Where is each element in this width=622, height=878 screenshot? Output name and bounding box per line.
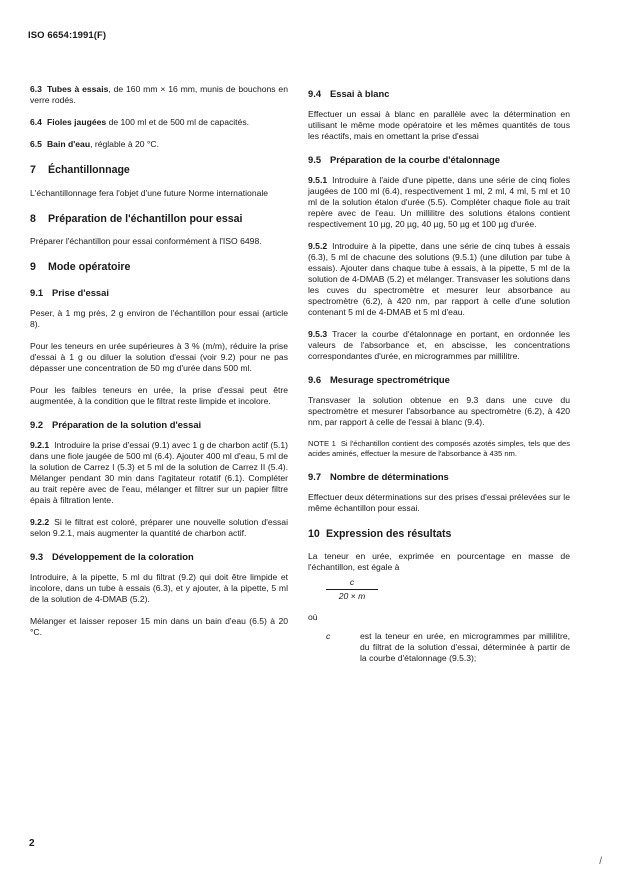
heading-8: [30, 213, 288, 227]
paragraph-10: La teneur en urée, exprimée en pourcentage en masse de l'échantillon, est égale à: [308, 551, 570, 573]
clause-number: 9.5.1: [308, 175, 328, 186]
document-header: ISO 6654:1991(F): [28, 30, 107, 41]
where-label: où: [308, 612, 318, 623]
paragraph-9-4: Effectuer un essai à blanc en parallèle avec la détermination en utilisant le même mode opératoire et les mêmes quantités de tous les réactifs, mais en omettant la prise d'essai: [308, 109, 570, 142]
clause-6-4: [30, 117, 288, 128]
paragraph-7: L'échantillonnage fera l'objet d'une future Norme internationale: [30, 187, 269, 198]
formula-numerator: c: [326, 577, 378, 590]
heading-title: Prise d'essai: [52, 286, 109, 298]
heading-title: Préparation de la courbe d'étalonnage: [330, 154, 500, 166]
heading-title: Préparation de l'échantillon pour essai: [48, 212, 243, 225]
heading-number: 9.1: [30, 286, 44, 298]
definition-text: est la teneur en urée, en microgrammes par millilitre, du filtrat de la solution d'essai, déterminée à partir de la courbe d'étalonnage (9.5.3);: [360, 631, 570, 664]
heading-number: 9.3: [30, 550, 44, 562]
heading-9: [30, 261, 288, 275]
heading-10: [308, 528, 570, 542]
heading-9-1: [30, 287, 288, 299]
clause-text: Tracer la courbe d'étalonnage en portant, en ordonnée les valeurs de l'absorbance et, en abscisse, les concentrations correspondantes d'urée, en microgrammes par millilitre.: [308, 329, 570, 362]
clause-number: 6.5: [30, 139, 42, 149]
left-column: [30, 84, 288, 649]
heading-title: Mesurage spectrométrique: [330, 374, 450, 386]
clause-9-5-2: [308, 241, 570, 318]
paragraph-9-1-b: Pour les teneurs en urée supérieures à 3 % (m/m), réduire la prise d'essai à 1 g ou diluer la solution d'essai (voir 9.2) pour ne pas dépasser une concentration de 50 mg d'urée dans 500 ml.: [30, 340, 288, 373]
clause-number: 9.2.2: [30, 516, 50, 527]
note-label: NOTE 1: [308, 439, 336, 449]
heading-number: 7: [30, 164, 36, 176]
clause-title: Tubes à essais: [46, 84, 109, 94]
clause-6-3: [30, 84, 288, 106]
clause-9-2-2: [30, 517, 288, 539]
heading-title: Expression des résultats: [326, 527, 452, 540]
heading-title: Mode opératoire: [48, 261, 131, 274]
clause-9-5-1: [308, 175, 570, 230]
heading-9-4: [308, 88, 570, 100]
heading-number: 10: [308, 527, 320, 540]
heading-number: 9.6: [308, 374, 322, 386]
paragraph-9-6: Transvaser la solution obtenue en 9.3 dans une cuve du spectromètre et mesurer l'absorbance au spectromètre (6.2), à 420 nm, par rapport à celle de l'essai à blanc (9.4).: [308, 395, 570, 428]
heading-number: 9.7: [308, 470, 322, 482]
clause-number: 6.4: [30, 117, 42, 127]
heading-number: 9.4: [308, 88, 322, 99]
edge-mark: /: [599, 856, 602, 867]
right-column: [308, 84, 570, 664]
clause-9-5-3: [308, 329, 570, 362]
clause-9-2-1: [30, 440, 288, 506]
clause-number: 6.3: [30, 84, 42, 94]
clause-text: Introduire à la pipette, dans une série de cinq tubes à essais (6.3), 5 ml de chacune des solutions (9.5.1) (une dilution par tube à essais). Ajouter dans chaque tube à essais, à la pipette, 5 ml de la solution de 4-DMAB (5.2) et mélanger. Transvaser les solutions dans les cuves du spectromètre et mesurer leur absorbance au spectromètre (6.2), à 420 nm, par rapport à celle d'une solution contenant 5 ml de 4-DMAB et 5 ml d'eau.: [308, 241, 570, 318]
clause-title: Bain d'eau: [46, 139, 91, 149]
clause-text: de 100 ml et de 500 ml de capacités.: [106, 117, 250, 127]
heading-number: 9.5: [308, 154, 322, 166]
paragraph-9-3-a: Introduire, à la pipette, 5 ml du filtrat (9.2) qui doit être limpide et incolore, dans un tube à essais (6.3), et y ajouter, à la pipette, 5 ml de la solution de 4-DMAB (5.2).: [30, 571, 288, 604]
heading-title: Préparation de la solution d'essai: [52, 418, 202, 430]
paragraph-9-7: Effectuer deux déterminations sur des prises d'essai prélevées sur le même échantillon pour essai.: [308, 491, 570, 513]
clause-6-5: [30, 139, 288, 150]
heading-title: Échantillonnage: [48, 164, 130, 176]
heading-9-5: [308, 154, 570, 166]
formula-denominator: 20 × m: [338, 591, 366, 602]
paragraph-9-3-b: Mélanger et laisser reposer 15 min dans un bain d'eau (6.5) à 20 °C.: [30, 615, 288, 637]
note-text: Si l'échantillon contient des composés azotés simples, tels que des acides aminés, effectuer la mesure de l'absorbance à 435 nm.: [308, 439, 570, 458]
clause-number: 9.5.3: [308, 329, 328, 340]
heading-9-6: [308, 374, 570, 386]
note-1: [308, 439, 570, 458]
heading-number: 9: [30, 261, 36, 274]
heading-9-7: [308, 471, 570, 483]
clause-number: 9.5.2: [308, 241, 328, 252]
clause-number: 9.2.1: [30, 439, 50, 450]
heading-title: Développement de la coloration: [52, 550, 194, 562]
formula: [326, 577, 378, 602]
clause-text: Introduire la prise d'essai (9.1) avec 1 g de charbon actif (5.1) dans une fiole jaugée de 500 ml (6.4). Ajouter 400 ml d'eau, 5 ml de la solution de Carrez I (5.3) et 5 ml de la solution de Carrez II (5.4). Mélanger pendant 30 min dans l'agitateur rotatif (6.1). Compléter au trait repère avec de l'eau, mélanger et filtrer sur un papier filtre épais à filtration lente.: [30, 439, 288, 505]
heading-9-2: [30, 419, 288, 431]
heading-title: Essai à blanc: [330, 88, 390, 99]
heading-title: Nombre de déterminations: [330, 470, 449, 482]
clause-text: , de 160 mm × 16 mm, munis de bouchons en verre rodés.: [30, 84, 288, 105]
paragraph-9-1-c: Pour les faibles teneurs en urée, la prise d'essai peut être augmentée, à la condition que le filtrat reste limpide et incolore.: [30, 384, 288, 406]
heading-number: 9.2: [30, 418, 44, 430]
page-number: 2: [29, 838, 35, 849]
heading-9-3: [30, 551, 288, 563]
paragraph-8: Préparer l'échantillon pour essai conformément à l'ISO 6498.: [30, 236, 262, 247]
definition-symbol: c: [326, 631, 331, 642]
clause-text: , réglable à 20 °C.: [90, 139, 159, 149]
paragraph-9-1-a: Peser, à 1 mg près, 2 g environ de l'échantillon pour essai (article 8).: [30, 307, 288, 329]
heading-7: [30, 164, 288, 178]
clause-title: Fioles jaugées: [46, 117, 107, 127]
definition-c: [308, 631, 570, 664]
clause-text: Si le filtrat est coloré, préparer une nouvelle solution d'essai selon 9.2.1, mais augmenter la quantité de charbon actif.: [30, 516, 288, 538]
clause-text: Introduire à l'aide d'une pipette, dans une série de cinq fioles jaugées de 100 ml (6.4), respectivement 1 ml, 2 ml, 4 ml, 5 ml et 10 ml de la solution étalon d'urée (5.5). Compléter chaque fiole au trait repère avec de l'eau. Un millilitre des solutions étalons contient respectivement 10 µg, 20 µg, 40 µg, 50 µg et 100 µg d'urée.: [308, 175, 570, 230]
heading-number: 8: [30, 212, 36, 225]
